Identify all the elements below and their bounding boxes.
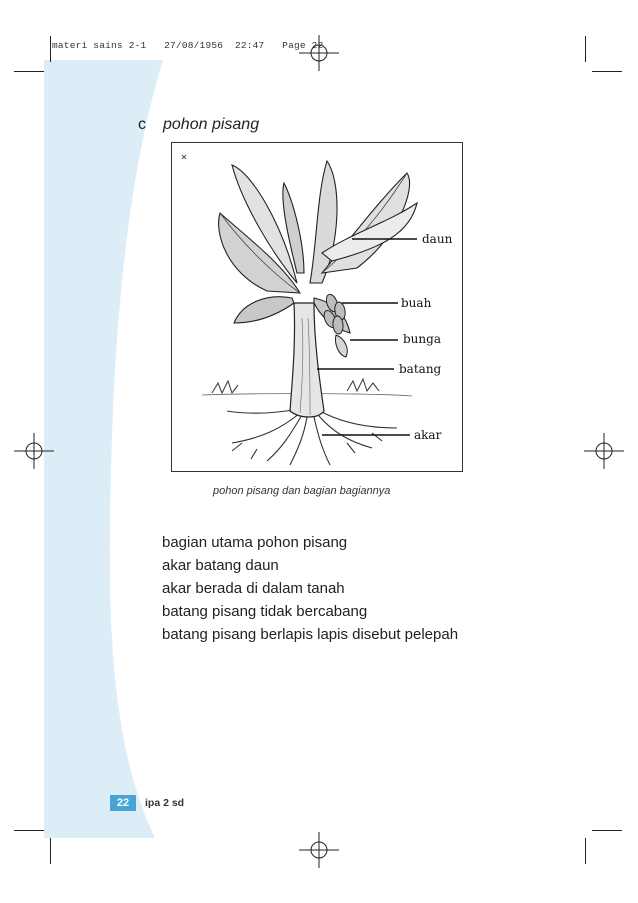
page-number: 22 <box>116 797 130 809</box>
label-batang: batang <box>399 362 442 376</box>
crop-mark <box>592 71 622 72</box>
crop-mark <box>50 36 51 62</box>
crop-mark <box>14 71 44 72</box>
body-line: bagian utama pohon pisang <box>162 534 348 551</box>
print-header-date: 27/08/1956 <box>164 40 224 51</box>
body-line: akar batang daun <box>162 557 279 574</box>
label-bunga: bunga <box>403 332 441 346</box>
crop-mark <box>585 36 586 62</box>
print-header-time: 22:47 <box>234 40 265 51</box>
section-title: pohon pisang <box>163 116 260 133</box>
page-number-badge <box>110 795 136 811</box>
label-akar: akar <box>414 428 442 442</box>
figure-caption: pohon pisang dan bagian bagiannya <box>213 485 391 497</box>
registration-mark-top <box>299 35 339 71</box>
label-buah: buah <box>401 296 432 310</box>
crop-mark <box>50 838 51 864</box>
body-line: akar berada di dalam tanah <box>162 580 345 597</box>
body-line: batang pisang tidak bercabang <box>162 603 368 620</box>
crop-mark <box>585 838 586 864</box>
registration-mark-bottom <box>299 832 339 868</box>
registration-mark-right <box>584 433 624 469</box>
crop-mark <box>14 830 44 831</box>
print-header <box>52 40 323 51</box>
registration-mark-left <box>14 433 54 469</box>
banana-plant-figure <box>171 142 463 472</box>
body-line: batang pisang berlapis lapis disebut pelepah <box>162 626 459 643</box>
crop-mark <box>592 830 622 831</box>
print-header-doc: materi sains 2-1 <box>52 40 147 51</box>
print-header-page: Page 22 <box>282 40 324 51</box>
label-daun: daun <box>422 232 453 246</box>
section-label: c <box>138 116 146 133</box>
footer-book-title: ipa 2 sd <box>145 797 185 809</box>
